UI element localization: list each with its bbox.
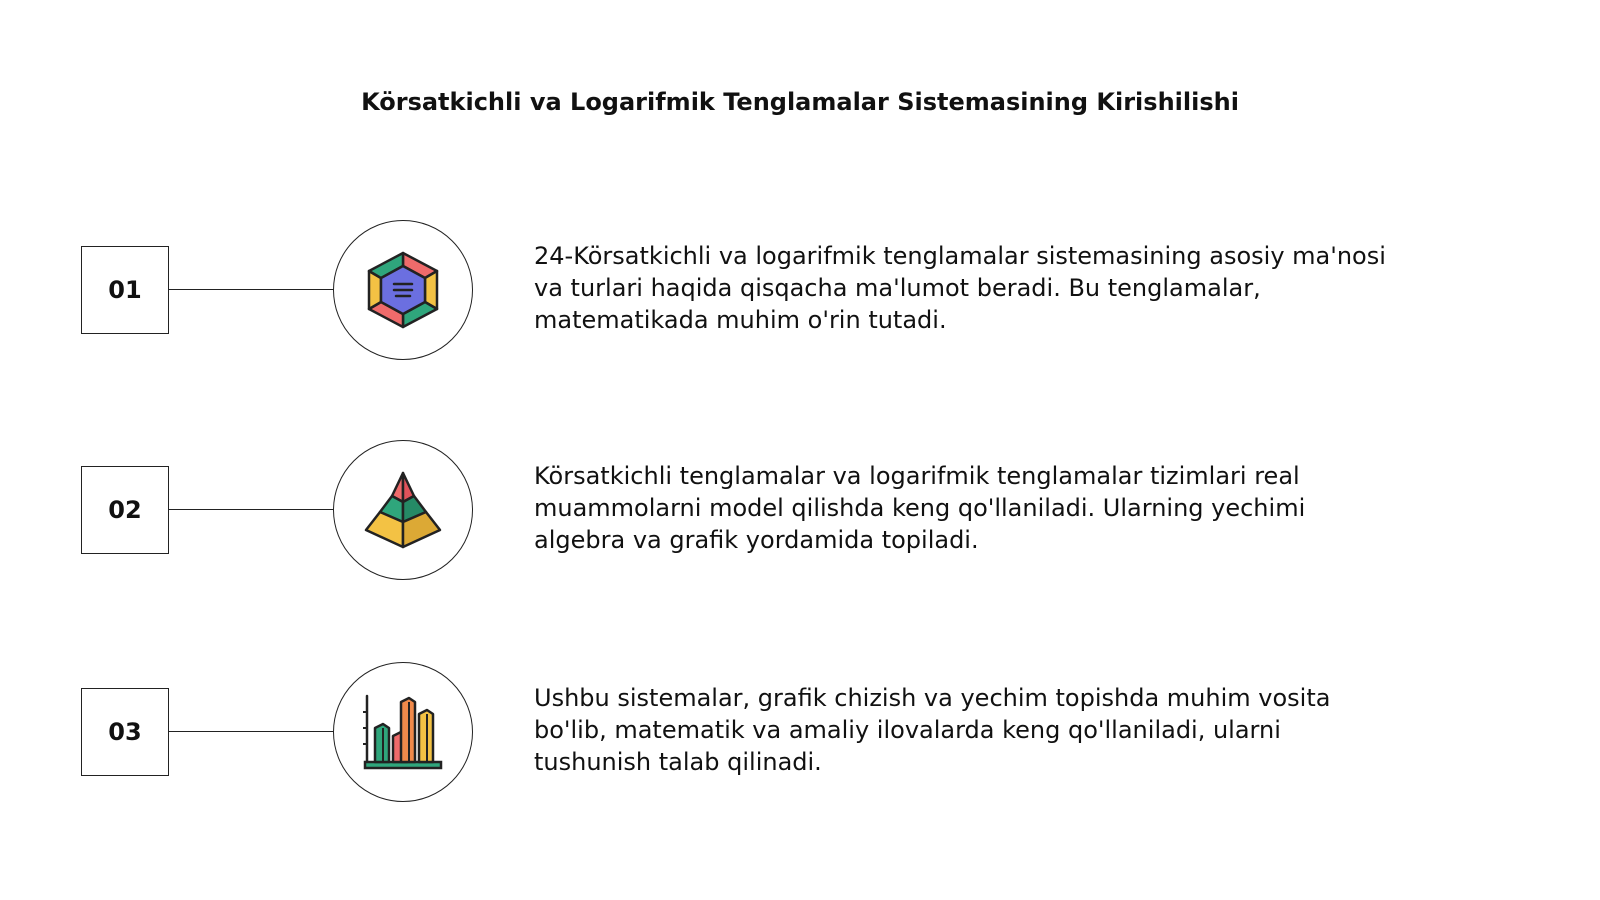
description-line: 24-Körsatkichli va logarifmik tenglamalar sistemasining asosiy ma'nosi xyxy=(534,242,1386,270)
description-line: matematikada muhim o'rin tutadi. xyxy=(534,306,947,334)
page-title: Körsatkichli va Logarifmik Tenglamalar Sistemasining Kirishilishi xyxy=(361,88,1239,116)
icon-circle xyxy=(333,662,473,802)
connector-line xyxy=(169,509,334,510)
step-row-1 xyxy=(0,220,1600,360)
icon-circle xyxy=(333,220,473,360)
description-line: va turlari haqida qisqacha ma'lumot beradi. Bu tenglamalar, xyxy=(534,274,1261,302)
bar-chart-icon xyxy=(361,692,445,772)
connector-line xyxy=(169,731,334,732)
hexagon-document-icon xyxy=(365,250,441,330)
step-description xyxy=(534,682,1534,778)
step-number-box: 01 xyxy=(81,246,169,334)
description-line: Körsatkichli tenglamalar va logarifmik tenglamalar tizimlari real xyxy=(534,462,1300,490)
pyramid-icon xyxy=(362,470,444,550)
connector-line xyxy=(169,289,334,290)
step-description xyxy=(534,240,1534,336)
description-line: tushunish talab qilinadi. xyxy=(534,748,822,776)
description-line: algebra va grafik yordamida topiladi. xyxy=(534,526,979,554)
step-number-box: 03 xyxy=(81,688,169,776)
step-row-2 xyxy=(0,440,1600,580)
step-description xyxy=(534,460,1534,556)
description-line: bo'lib, matematik va amaliy ilovalarda keng qo'llaniladi, ularni xyxy=(534,716,1281,744)
step-number-box: 02 xyxy=(81,466,169,554)
step-row-3 xyxy=(0,662,1600,802)
icon-circle xyxy=(333,440,473,580)
description-line: muammolarni model qilishda keng qo'llaniladi. Ularning yechimi xyxy=(534,494,1306,522)
description-line: Ushbu sistemalar, grafik chizish va yechim topishda muhim vosita xyxy=(534,684,1331,712)
